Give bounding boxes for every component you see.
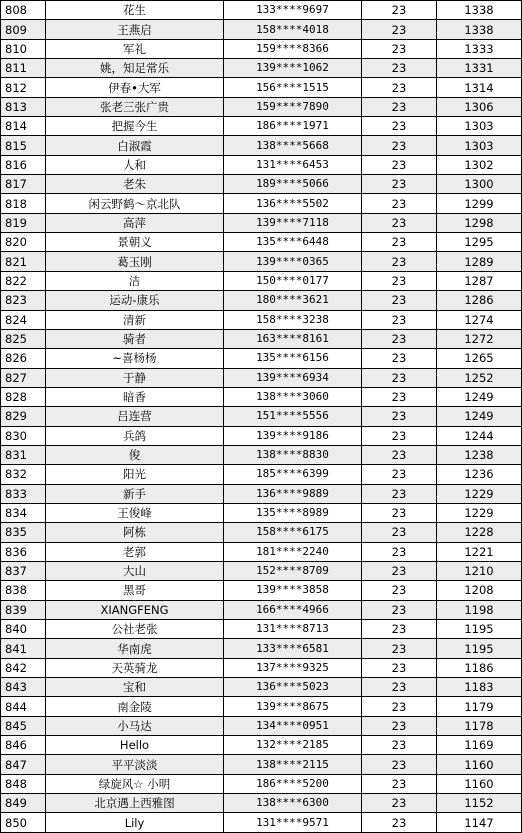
phone-cell: 139****7118	[224, 213, 362, 232]
table-row	[1, 78, 522, 97]
age-cell: 23	[362, 813, 437, 832]
table-row	[1, 136, 522, 155]
age-cell: 23	[362, 233, 437, 252]
name-cell: 俊	[46, 445, 224, 464]
table-row	[1, 600, 522, 619]
phone-cell: 135****8989	[224, 503, 362, 522]
name-cell: 景朝义	[46, 233, 224, 252]
score-cell: 1338	[437, 20, 522, 39]
phone-cell: 138****3060	[224, 387, 362, 406]
age-cell: 23	[362, 213, 437, 232]
score-cell: 1314	[437, 78, 522, 97]
phone-cell: 158****4018	[224, 20, 362, 39]
score-cell: 1289	[437, 252, 522, 271]
rank-cell: 810	[1, 39, 46, 58]
rank-cell: 828	[1, 387, 46, 406]
rank-cell: 815	[1, 136, 46, 155]
age-cell: 23	[362, 716, 437, 735]
table-row	[1, 755, 522, 774]
table-row	[1, 39, 522, 58]
score-cell: 1338	[437, 1, 522, 20]
score-cell: 1236	[437, 465, 522, 484]
rank-cell: 841	[1, 639, 46, 658]
phone-cell: 189****5066	[224, 175, 362, 194]
phone-cell: 158****3238	[224, 310, 362, 329]
phone-cell: 131****8713	[224, 620, 362, 639]
table-row	[1, 117, 522, 136]
phone-cell: 166****4966	[224, 600, 362, 619]
score-cell: 1210	[437, 561, 522, 580]
table-row	[1, 523, 522, 542]
table-row	[1, 233, 522, 252]
phone-cell: 159****7890	[224, 97, 362, 116]
score-cell: 1298	[437, 213, 522, 232]
rank-cell: 823	[1, 291, 46, 310]
name-cell: 洁	[46, 271, 224, 290]
age-cell: 23	[362, 639, 437, 658]
name-cell: 阿栋	[46, 523, 224, 542]
phone-cell: 133****9697	[224, 1, 362, 20]
age-cell: 23	[362, 117, 437, 136]
rank-cell: 838	[1, 581, 46, 600]
phone-cell: 138****5668	[224, 136, 362, 155]
name-cell: 伊春•大军	[46, 78, 224, 97]
score-cell: 1179	[437, 697, 522, 716]
table-row	[1, 271, 522, 290]
score-cell: 1249	[437, 387, 522, 406]
age-cell: 23	[362, 329, 437, 348]
phone-cell: 151****5556	[224, 407, 362, 426]
age-cell: 23	[362, 291, 437, 310]
name-cell: 新手	[46, 484, 224, 503]
rank-cell: 809	[1, 20, 46, 39]
rank-cell: 813	[1, 97, 46, 116]
score-cell: 1208	[437, 581, 522, 600]
rank-cell: 811	[1, 59, 46, 78]
rank-cell: 833	[1, 484, 46, 503]
rank-cell: 814	[1, 117, 46, 136]
age-cell: 23	[362, 194, 437, 213]
age-cell: 23	[362, 658, 437, 677]
age-cell: 23	[362, 755, 437, 774]
score-cell: 1265	[437, 349, 522, 368]
phone-cell: 135****6448	[224, 233, 362, 252]
rank-cell: 848	[1, 774, 46, 793]
table-row	[1, 426, 522, 445]
rank-cell: 830	[1, 426, 46, 445]
phone-cell: 150****0177	[224, 271, 362, 290]
phone-cell: 152****8709	[224, 561, 362, 580]
age-cell: 23	[362, 542, 437, 561]
table-row	[1, 155, 522, 174]
rank-cell: 824	[1, 310, 46, 329]
rank-cell: 835	[1, 523, 46, 542]
age-cell: 23	[362, 774, 437, 793]
rank-cell: 812	[1, 78, 46, 97]
age-cell: 23	[362, 20, 437, 39]
name-cell: 闲云野鹤～京北队	[46, 194, 224, 213]
score-cell: 1303	[437, 136, 522, 155]
name-cell: 清新	[46, 310, 224, 329]
table-row	[1, 542, 522, 561]
phone-cell: 159****8366	[224, 39, 362, 58]
phone-cell: 139****8675	[224, 697, 362, 716]
score-cell: 1169	[437, 736, 522, 755]
table-row	[1, 716, 522, 735]
name-cell: 老郭	[46, 542, 224, 561]
phone-cell: 138****2115	[224, 755, 362, 774]
table-row	[1, 445, 522, 464]
rank-cell: 826	[1, 349, 46, 368]
age-cell: 23	[362, 736, 437, 755]
table-row	[1, 794, 522, 813]
score-cell: 1252	[437, 368, 522, 387]
name-cell: 平平淡淡	[46, 755, 224, 774]
name-cell: 骑者	[46, 329, 224, 348]
age-cell: 23	[362, 1, 437, 20]
name-cell: XIANGFENG	[46, 600, 224, 619]
name-cell: 花生	[46, 1, 224, 20]
name-cell: 兵鸽	[46, 426, 224, 445]
table-row	[1, 97, 522, 116]
age-cell: 23	[362, 600, 437, 619]
phone-cell: 139****1062	[224, 59, 362, 78]
rank-cell: 819	[1, 213, 46, 232]
table-row	[1, 678, 522, 697]
score-cell: 1229	[437, 503, 522, 522]
age-cell: 23	[362, 581, 437, 600]
table-row	[1, 465, 522, 484]
age-cell: 23	[362, 523, 437, 542]
name-cell: 天英骑龙	[46, 658, 224, 677]
age-cell: 23	[362, 426, 437, 445]
table-row	[1, 59, 522, 78]
phone-cell: 180****3621	[224, 291, 362, 310]
score-cell: 1286	[437, 291, 522, 310]
score-cell: 1299	[437, 194, 522, 213]
phone-cell: 135****6156	[224, 349, 362, 368]
rank-cell: 820	[1, 233, 46, 252]
name-cell: 把握今生	[46, 117, 224, 136]
name-cell: 高萍	[46, 213, 224, 232]
name-cell: 葛玉刚	[46, 252, 224, 271]
phone-cell: 137****9325	[224, 658, 362, 677]
table-row	[1, 774, 522, 793]
table-row	[1, 194, 522, 213]
rank-cell: 832	[1, 465, 46, 484]
name-cell: Lily	[46, 813, 224, 832]
name-cell: 大山	[46, 561, 224, 580]
score-cell: 1300	[437, 175, 522, 194]
score-cell: 1152	[437, 794, 522, 813]
table-row	[1, 291, 522, 310]
table-row	[1, 368, 522, 387]
phone-cell: 186****5200	[224, 774, 362, 793]
age-cell: 23	[362, 561, 437, 580]
rank-cell: 825	[1, 329, 46, 348]
score-cell: 1186	[437, 658, 522, 677]
score-cell: 1249	[437, 407, 522, 426]
phone-cell: 133****6581	[224, 639, 362, 658]
rank-cell: 839	[1, 600, 46, 619]
table-row	[1, 252, 522, 271]
score-cell: 1178	[437, 716, 522, 735]
table-row	[1, 349, 522, 368]
score-cell: 1306	[437, 97, 522, 116]
rank-cell: 844	[1, 697, 46, 716]
phone-cell: 132****2185	[224, 736, 362, 755]
phone-cell: 139****0365	[224, 252, 362, 271]
table-row	[1, 329, 522, 348]
rank-cell: 846	[1, 736, 46, 755]
age-cell: 23	[362, 484, 437, 503]
name-cell: 北京遇上西雅图	[46, 794, 224, 813]
rank-cell: 847	[1, 755, 46, 774]
score-cell: 1287	[437, 271, 522, 290]
age-cell: 23	[362, 59, 437, 78]
score-cell: 1244	[437, 426, 522, 445]
rank-cell: 818	[1, 194, 46, 213]
name-cell: ~喜杨杨	[46, 349, 224, 368]
table-row	[1, 1, 522, 20]
name-cell: 小马达	[46, 716, 224, 735]
score-cell: 1331	[437, 59, 522, 78]
age-cell: 23	[362, 39, 437, 58]
age-cell: 23	[362, 175, 437, 194]
score-cell: 1229	[437, 484, 522, 503]
table-row	[1, 387, 522, 406]
rank-cell: 849	[1, 794, 46, 813]
age-cell: 23	[362, 407, 437, 426]
table-row	[1, 175, 522, 194]
score-cell: 1238	[437, 445, 522, 464]
name-cell: 运动-康乐	[46, 291, 224, 310]
rank-cell: 834	[1, 503, 46, 522]
rank-cell: 837	[1, 561, 46, 580]
phone-cell: 181****2240	[224, 542, 362, 561]
phone-cell: 163****8161	[224, 329, 362, 348]
age-cell: 23	[362, 349, 437, 368]
score-cell: 1295	[437, 233, 522, 252]
age-cell: 23	[362, 387, 437, 406]
age-cell: 23	[362, 697, 437, 716]
score-cell: 1274	[437, 310, 522, 329]
phone-cell: 139****3858	[224, 581, 362, 600]
phone-cell: 131****6453	[224, 155, 362, 174]
name-cell: 阳光	[46, 465, 224, 484]
table-row	[1, 561, 522, 580]
age-cell: 23	[362, 368, 437, 387]
table-row	[1, 581, 522, 600]
rank-cell: 845	[1, 716, 46, 735]
age-cell: 23	[362, 465, 437, 484]
name-cell: 绿旋风☆ 小明	[46, 774, 224, 793]
phone-cell: 131****9571	[224, 813, 362, 832]
phone-cell: 136****9889	[224, 484, 362, 503]
score-cell: 1160	[437, 755, 522, 774]
age-cell: 23	[362, 310, 437, 329]
age-cell: 23	[362, 155, 437, 174]
score-cell: 1195	[437, 639, 522, 658]
score-cell: 1147	[437, 813, 522, 832]
rank-cell: 827	[1, 368, 46, 387]
score-cell: 1303	[437, 117, 522, 136]
phone-cell: 139****6934	[224, 368, 362, 387]
name-cell: 张老三张广贵	[46, 97, 224, 116]
age-cell: 23	[362, 97, 437, 116]
table-row	[1, 310, 522, 329]
name-cell: 军礼	[46, 39, 224, 58]
name-cell: 宝和	[46, 678, 224, 697]
score-cell: 1195	[437, 620, 522, 639]
name-cell: 吕连营	[46, 407, 224, 426]
rank-cell: 821	[1, 252, 46, 271]
phone-cell: 136****5502	[224, 194, 362, 213]
phone-cell: 139****9186	[224, 426, 362, 445]
rank-cell: 840	[1, 620, 46, 639]
phone-cell: 156****1515	[224, 78, 362, 97]
score-cell: 1183	[437, 678, 522, 697]
age-cell: 23	[362, 271, 437, 290]
age-cell: 23	[362, 252, 437, 271]
rank-cell: 817	[1, 175, 46, 194]
score-cell: 1228	[437, 523, 522, 542]
phone-cell: 134****0951	[224, 716, 362, 735]
rank-cell: 836	[1, 542, 46, 561]
rank-cell: 843	[1, 678, 46, 697]
table-row	[1, 658, 522, 677]
score-cell: 1333	[437, 39, 522, 58]
name-cell: 老朱	[46, 175, 224, 194]
age-cell: 23	[362, 445, 437, 464]
score-cell: 1221	[437, 542, 522, 561]
rank-cell: 808	[1, 1, 46, 20]
rank-cell: 822	[1, 271, 46, 290]
rank-cell: 842	[1, 658, 46, 677]
table-row	[1, 503, 522, 522]
table-row	[1, 213, 522, 232]
score-cell: 1198	[437, 600, 522, 619]
phone-cell: 138****8830	[224, 445, 362, 464]
name-cell: 华南虎	[46, 639, 224, 658]
table-row	[1, 697, 522, 716]
age-cell: 23	[362, 678, 437, 697]
name-cell: 公社老张	[46, 620, 224, 639]
table-row	[1, 407, 522, 426]
rank-cell: 831	[1, 445, 46, 464]
name-cell: 于静	[46, 368, 224, 387]
phone-cell: 186****1971	[224, 117, 362, 136]
table-row	[1, 20, 522, 39]
ranking-table-body	[1, 1, 522, 833]
rank-cell: 816	[1, 155, 46, 174]
rank-cell: 829	[1, 407, 46, 426]
table-row	[1, 736, 522, 755]
age-cell: 23	[362, 78, 437, 97]
age-cell: 23	[362, 503, 437, 522]
table-row	[1, 484, 522, 503]
score-cell: 1302	[437, 155, 522, 174]
name-cell: 王俊峰	[46, 503, 224, 522]
rank-cell: 850	[1, 813, 46, 832]
name-cell: Hello	[46, 736, 224, 755]
name-cell: 王燕启	[46, 20, 224, 39]
age-cell: 23	[362, 794, 437, 813]
table-row	[1, 813, 522, 832]
phone-cell: 185****6399	[224, 465, 362, 484]
name-cell: 人和	[46, 155, 224, 174]
phone-cell: 158****6175	[224, 523, 362, 542]
name-cell: 南金陵	[46, 697, 224, 716]
name-cell: 暗香	[46, 387, 224, 406]
name-cell: 白淑霞	[46, 136, 224, 155]
table-row	[1, 620, 522, 639]
name-cell: 黑哥	[46, 581, 224, 600]
score-cell: 1272	[437, 329, 522, 348]
score-cell: 1160	[437, 774, 522, 793]
table-row	[1, 639, 522, 658]
age-cell: 23	[362, 620, 437, 639]
age-cell: 23	[362, 136, 437, 155]
phone-cell: 138****6300	[224, 794, 362, 813]
phone-cell: 136****5023	[224, 678, 362, 697]
name-cell: 姚，知足常乐	[46, 59, 224, 78]
